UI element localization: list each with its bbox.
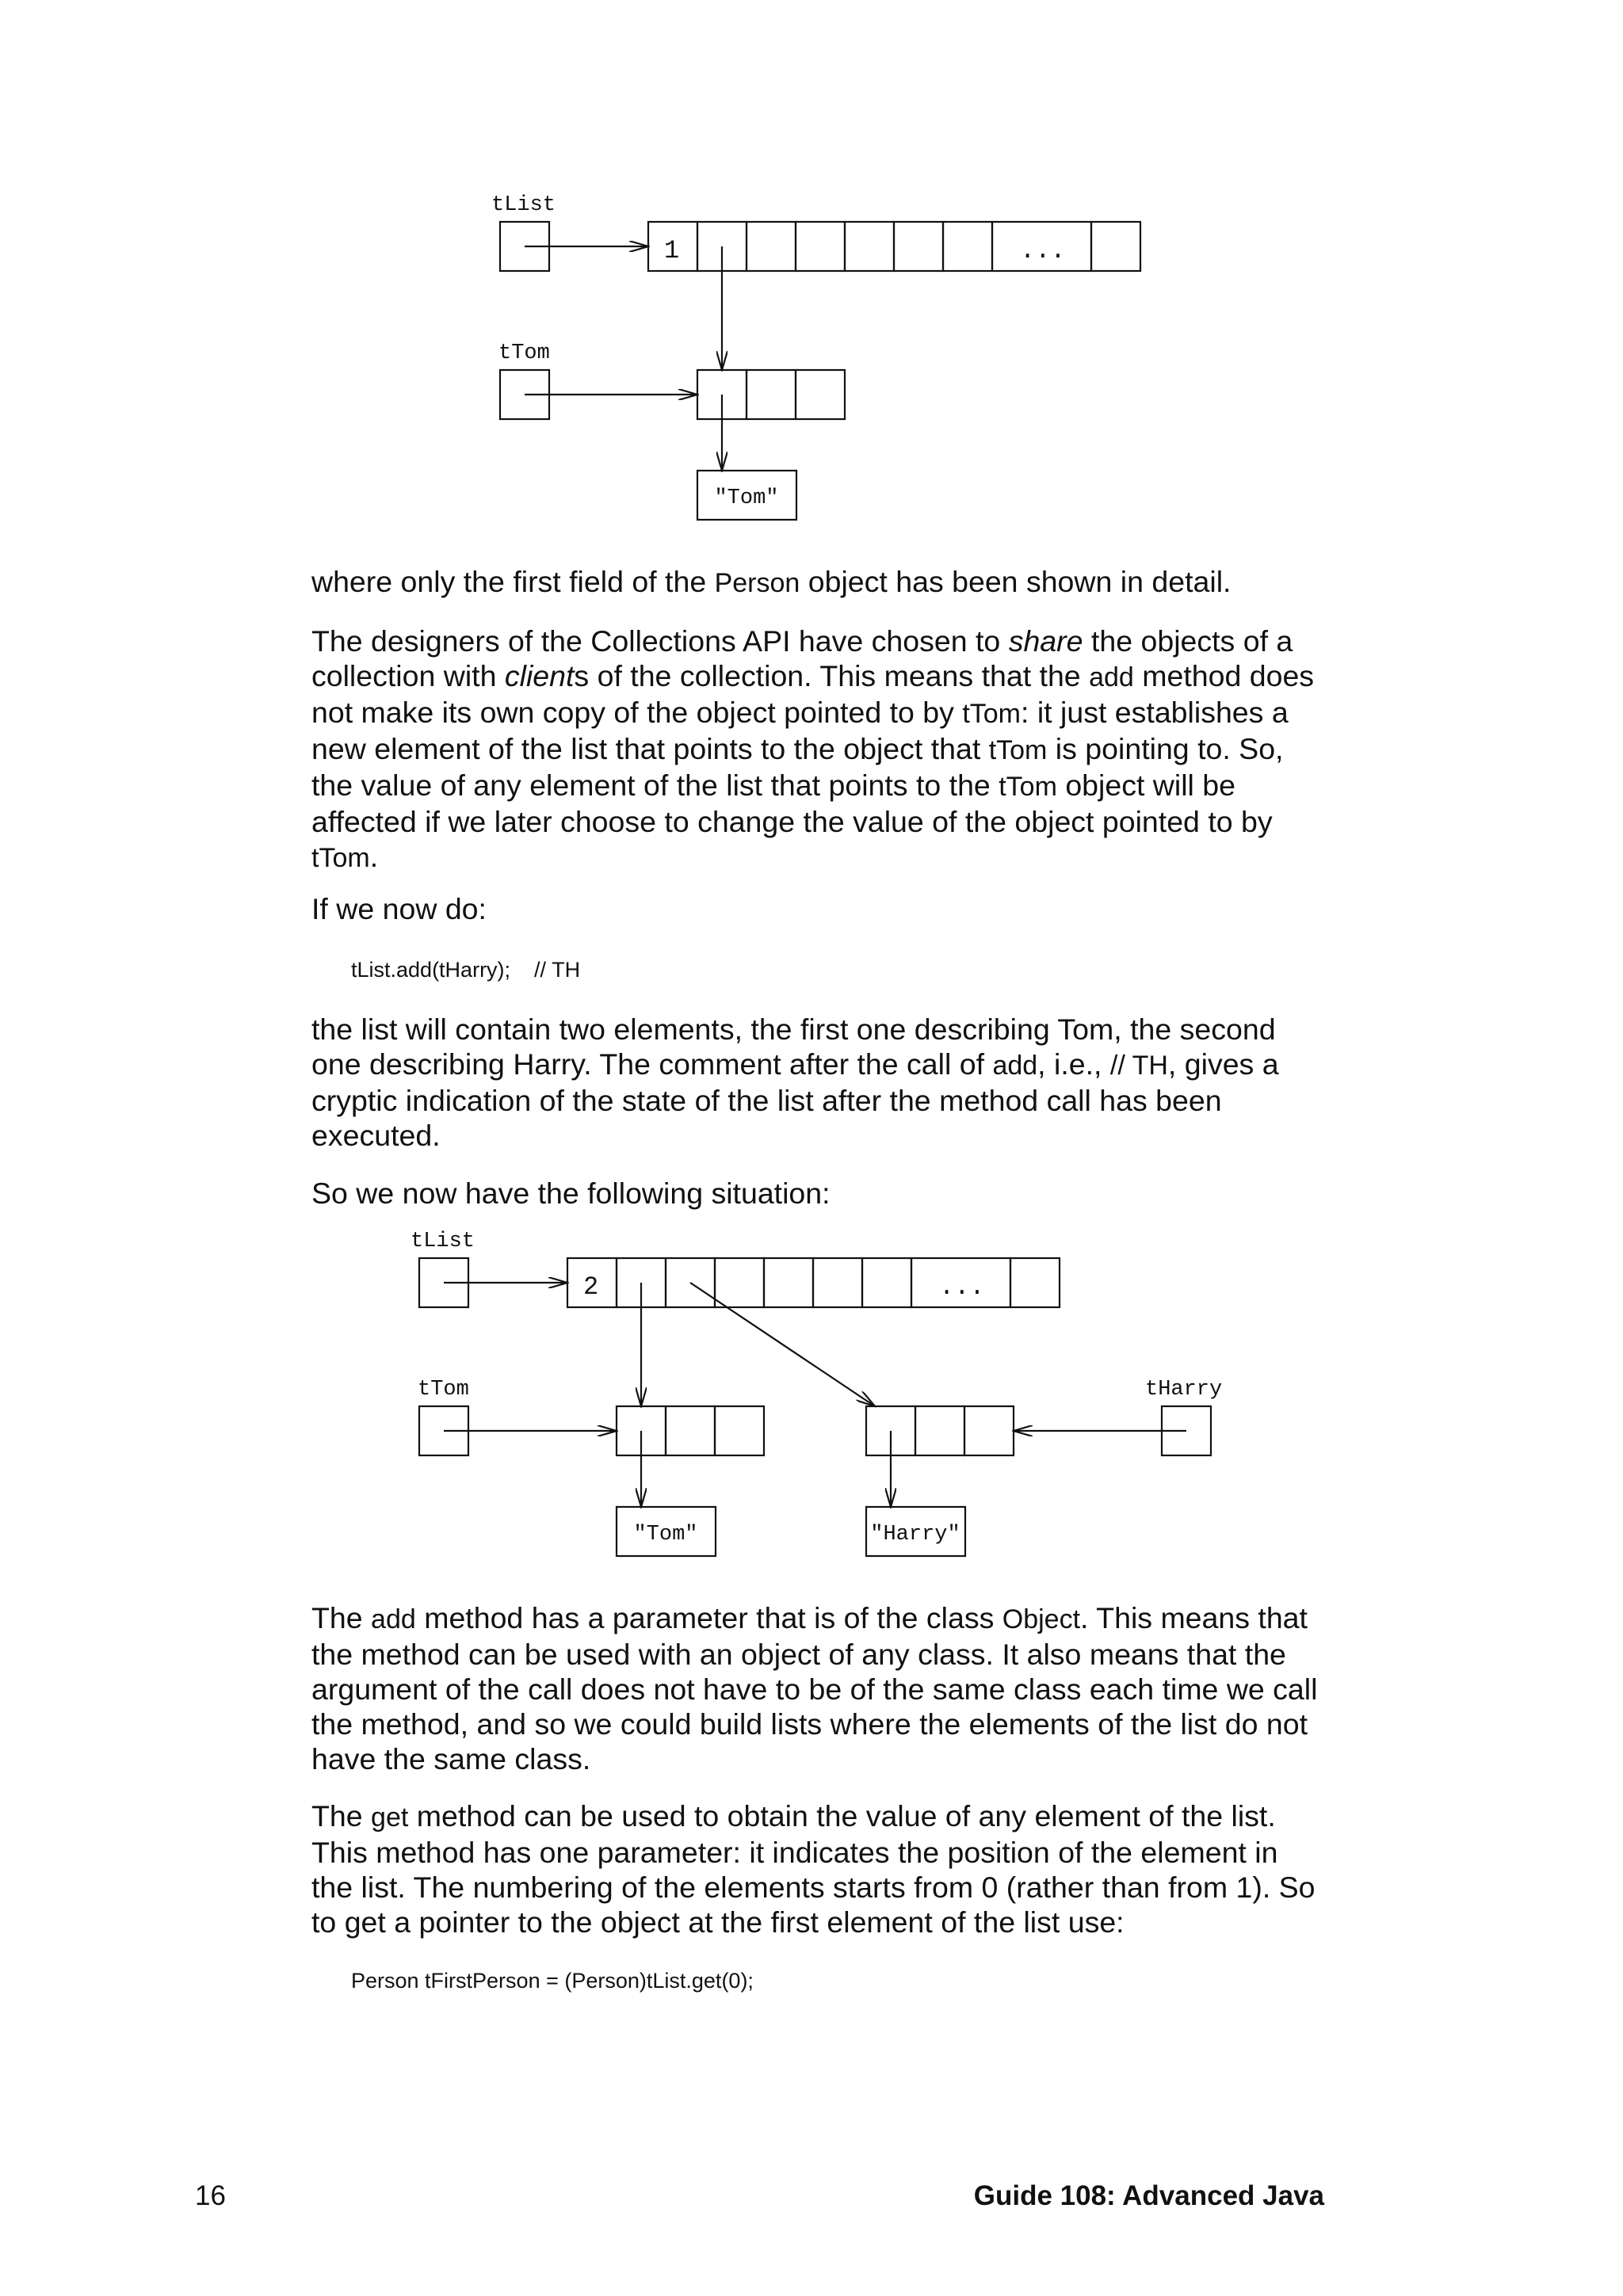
harry-string-value: "Harry" <box>870 1523 960 1547</box>
tlist-label: tList <box>411 1230 475 1253</box>
code-add-tharry: tList.add(tHarry); // TH <box>351 958 581 982</box>
inline-code-add: add <box>371 1604 416 1634</box>
paragraph-add-parameter: The add method has a parameter that is of the class Object. This means that the method can be used with an object of any class. It also means that the argument of the call does not have to be of the same class each time we call the method, and so we could build lists where the elements of the list do not have the same class. <box>311 1601 1318 1775</box>
paragraph-if-we-now-do: If we now do: <box>311 892 487 925</box>
inline-code-comment: // TH <box>1109 1051 1168 1081</box>
person-object <box>697 370 845 419</box>
inline-code-get: get <box>371 1802 409 1833</box>
list-ellipsis: ... <box>939 1272 985 1302</box>
list-ellipsis: ... <box>1020 236 1066 265</box>
inline-code-add: add <box>992 1051 1038 1081</box>
ttom-label: tTom <box>418 1378 469 1402</box>
harry-person-object <box>866 1406 1014 1455</box>
page-number: 16 <box>195 2180 226 2211</box>
paragraph-get-method: The get method can be used to obtain the value of any element of the list. This method has one parameter: it indicates the position of the element in the list. The numbering of the elements starts from 0 (rather than from 1). So to get a pointer to the object at the first element of the list use: <box>311 1799 1316 1939</box>
diagram-two-element-list <box>0 1220 1623 1585</box>
footer-title: Guide 108: Advanced Java <box>973 2180 1324 2211</box>
list-count-value: 1 <box>664 236 680 265</box>
list-count-value: 2 <box>583 1272 599 1302</box>
inline-code-person: Person <box>714 568 800 598</box>
inline-code-add: add <box>1089 662 1134 692</box>
paragraph-two-elements: the list will contain two elements, the first one describing Tom, the second one describing Harry. The comment after the call of add, i.e., // TH, gives a cryptic indication of the state of the list after the method call has been executed. <box>311 1013 1279 1152</box>
paragraph-following-situation: So we now have the following situation: <box>311 1177 831 1210</box>
tom-person-object <box>617 1406 764 1455</box>
tom-string-value: "Tom" <box>633 1523 698 1547</box>
code-get-first-person: Person tFirstPerson = (Person)tList.get(0); <box>351 1969 754 1993</box>
paragraph-collections-api: The designers of the Collections API have chosen to share the objects of a collection with clients of the collection. This means that the add method does not make its own copy of the object pointed to by tTom: it just establishes a new element of the list that points to the object that tTom is pointing to. So, the value of any element of the list that points to the tTom object will be affected if we later choose to change the value of the object pointed to by tTom. <box>311 624 1315 873</box>
second-element-pointer-arrow <box>690 1283 875 1406</box>
tom-string-value: "Tom" <box>714 486 779 510</box>
diagram-single-element-list <box>0 0 1623 539</box>
inline-code-object: Object <box>1002 1604 1081 1634</box>
ttom-label: tTom <box>498 341 550 365</box>
tharry-label: tHarry <box>1145 1378 1223 1402</box>
tlist-label: tList <box>491 193 556 217</box>
paragraph-first-field: where only the first field of the Person object has been shown in detail. <box>311 565 1232 598</box>
